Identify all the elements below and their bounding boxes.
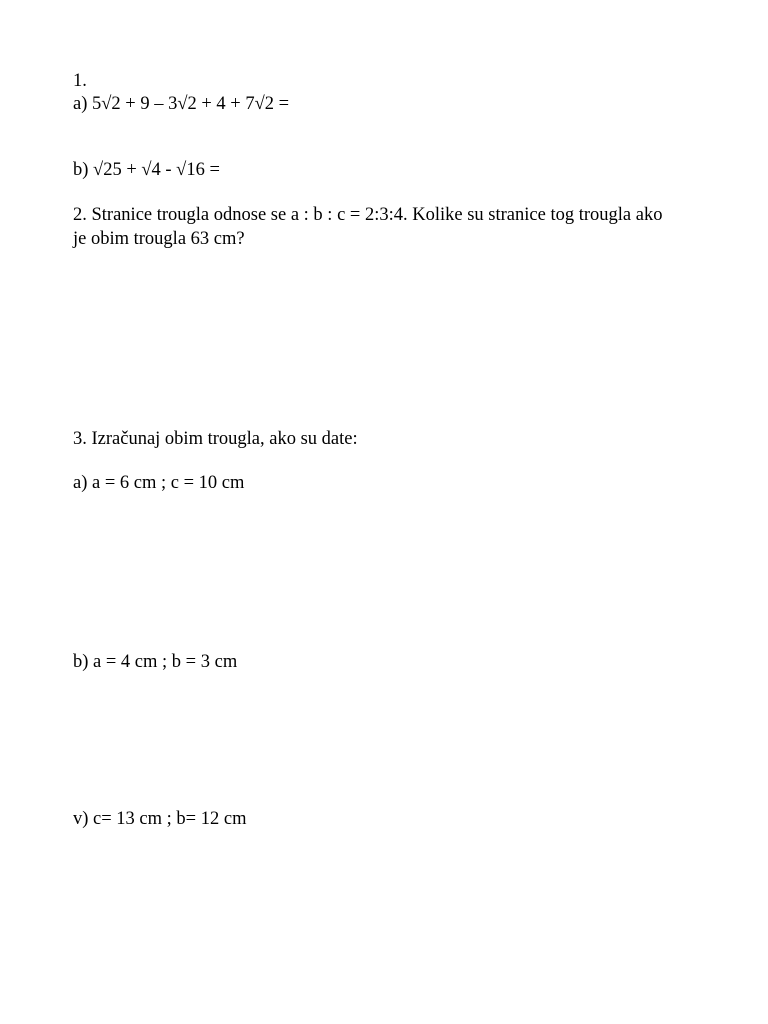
problem-3-item-b: b) a = 4 cm ; b = 3 cm (73, 652, 238, 672)
problem-3-heading: 3. Izračunaj obim trougla, ako su date: (73, 429, 358, 449)
problem-1-number: 1. (73, 71, 87, 91)
problem-2-text: 2. Stranice trougla odnose se a : b : c = 2:3:4. Kolike su stranice tog trougla ako je obim trougla 63 cm? (73, 205, 663, 249)
problem-1-item-b: b) √25 + √4 - √16 = (73, 160, 220, 180)
problem-3-item-a: a) a = 6 cm ; c = 10 cm (73, 473, 245, 493)
problem-1-item-a: a) 5√2 + 9 – 3√2 + 4 + 7√2 = (73, 94, 290, 114)
problem-3-item-v: v) c= 13 cm ; b= 12 cm (73, 809, 247, 829)
